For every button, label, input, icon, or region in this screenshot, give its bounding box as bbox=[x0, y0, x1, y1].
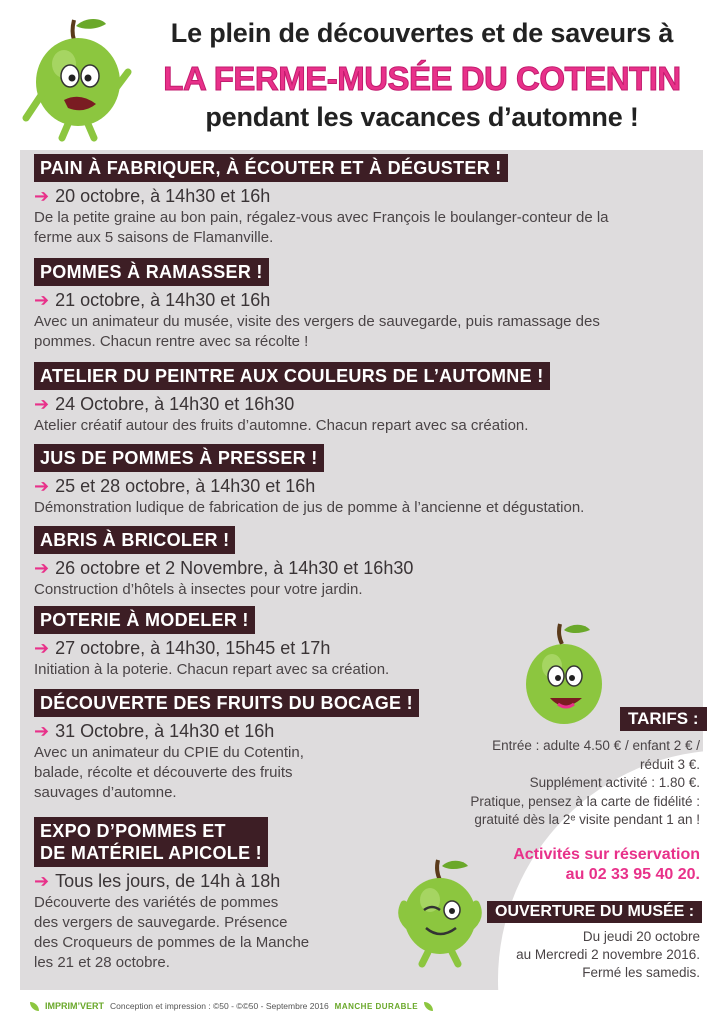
section-abris bbox=[34, 526, 413, 600]
arrow-right-icon: ➔ bbox=[34, 186, 50, 206]
section-title: ATELIER DU PEINTRE AUX COULEURS DE L’AUTOMNE ! bbox=[34, 362, 550, 390]
section-title: POMMES À RAMASSER ! bbox=[34, 258, 269, 286]
arrow-right-icon: ➔ bbox=[34, 476, 50, 496]
section-date: ➔ 21 octobre, à 14h30 et 16h bbox=[34, 290, 271, 310]
section-desc: Atelier créatif autour des fruits d’automne. Chacun repart avec sa création. bbox=[34, 417, 529, 434]
section-pain bbox=[34, 154, 609, 248]
arrow-right-icon: ➔ bbox=[34, 871, 50, 891]
arrow-right-icon: ➔ bbox=[34, 394, 50, 414]
section-desc: Avec un animateur du musée, visite des vergers de sauvegarde, puis ramassage des pommes. Chacun rentre avec sa récolte ! bbox=[34, 313, 600, 350]
credits-text: Conception et impression : ©50 - ©©50 - Septembre 2016 bbox=[110, 1001, 329, 1011]
arrow-right-icon: ➔ bbox=[34, 558, 50, 578]
section-title: PAIN À FABRIQUER, À ÉCOUTER ET À DÉGUSTER ! bbox=[34, 154, 508, 182]
section-peintre bbox=[34, 362, 550, 436]
section-expo bbox=[34, 817, 309, 973]
section-desc: De la petite graine au bon pain, régalez-vous avec François le boulanger-conteur de la ferme aux 5 saisons de Flamanville. bbox=[34, 209, 609, 246]
arrow-right-icon: ➔ bbox=[34, 638, 50, 658]
apple-mascot-icon bbox=[22, 14, 132, 142]
footer bbox=[30, 996, 710, 1016]
section-desc: Construction d’hôtels à insectes pour votre jardin. bbox=[34, 581, 363, 598]
page-header bbox=[0, 0, 723, 150]
ouverture-text: Du jeudi 20 octobre au Mercredi 2 novembre 2016. Fermé les samedis. bbox=[516, 929, 700, 980]
header-title: LA FERME-MUSÉE DU COTENTIN bbox=[163, 60, 681, 97]
ouverture-title: OUVERTURE DU MUSÉE : bbox=[487, 901, 702, 923]
section-desc: Démonstration ludique de fabrication de jus de pomme à l’ancienne et dégustation. bbox=[34, 499, 585, 516]
section-date: ➔ Tous les jours, de 14h à 18h bbox=[34, 871, 281, 891]
section-desc: Avec un animateur du CPIE du Cotentin, balade, récolte et découverte des fruits sauvages d’automne. bbox=[34, 744, 304, 801]
reservation-info: Activités sur réservation au 02 33 95 40 20. bbox=[513, 846, 700, 883]
section-title: ABRIS À BRICOLER ! bbox=[34, 526, 235, 554]
section-date: ➔ 26 octobre et 2 Novembre, à 14h30 et 16h30 bbox=[34, 558, 414, 578]
leaf-icon bbox=[424, 1002, 433, 1011]
section-date: ➔ 24 Octobre, à 14h30 et 16h30 bbox=[34, 394, 295, 414]
leaf-icon bbox=[30, 1002, 39, 1011]
arrow-right-icon: ➔ bbox=[34, 721, 50, 741]
section-title: POTERIE À MODELER ! bbox=[34, 606, 255, 634]
section-date: ➔ 31 Octobre, à 14h30 et 16h bbox=[34, 721, 275, 741]
section-desc: Découverte des variétés de pommes des vergers de sauvegarde. Présence des Croqueurs de pommes de la Manche les 21 et 28 octobre. bbox=[34, 894, 310, 971]
section-poterie bbox=[34, 606, 389, 680]
section-title: JUS DE POMMES À PRESSER ! bbox=[34, 444, 324, 472]
tarifs-title: TARIFS : bbox=[620, 707, 707, 731]
section-title: DÉCOUVERTE DES FRUITS DU BOCAGE ! bbox=[34, 689, 419, 717]
section-date: ➔ 20 octobre, à 14h30 et 16h bbox=[34, 186, 271, 206]
manche-durable-logo: MANCHE DURABLE bbox=[334, 1001, 419, 1011]
tarifs-text: Entrée : adulte 4.50 € / enfant 2 € / réduit 3 €. Supplément activité : 1.80 €. Pratique, pensez à la carte de fidélité : gratuité dès la 2ᵉ visite pendant 1 an ! bbox=[470, 738, 700, 827]
section-bocage bbox=[34, 689, 419, 803]
header-line-3: pendant les vacances d’automne ! bbox=[205, 102, 639, 132]
phone-number[interactable]: au 02 33 95 40 20. bbox=[565, 866, 700, 883]
section-jus bbox=[34, 444, 584, 518]
imprimvert-logo: IMPRIM’VERT bbox=[45, 1001, 105, 1011]
section-title: EXPO D’POMMES ET DE MATÉRIEL APICOLE ! bbox=[34, 817, 268, 867]
section-date: ➔ 25 et 28 octobre, à 14h30 et 16h bbox=[34, 476, 316, 496]
apple-mascot-icon bbox=[512, 620, 612, 730]
arrow-right-icon: ➔ bbox=[34, 290, 50, 310]
section-desc: Initiation à la poterie. Chacun repart avec sa création. bbox=[34, 661, 390, 678]
header-line-1: Le plein de découvertes et de saveurs à bbox=[170, 18, 674, 48]
section-pommes bbox=[34, 258, 600, 352]
section-date: ➔ 27 octobre, à 14h30, 15h45 et 17h bbox=[34, 638, 331, 658]
